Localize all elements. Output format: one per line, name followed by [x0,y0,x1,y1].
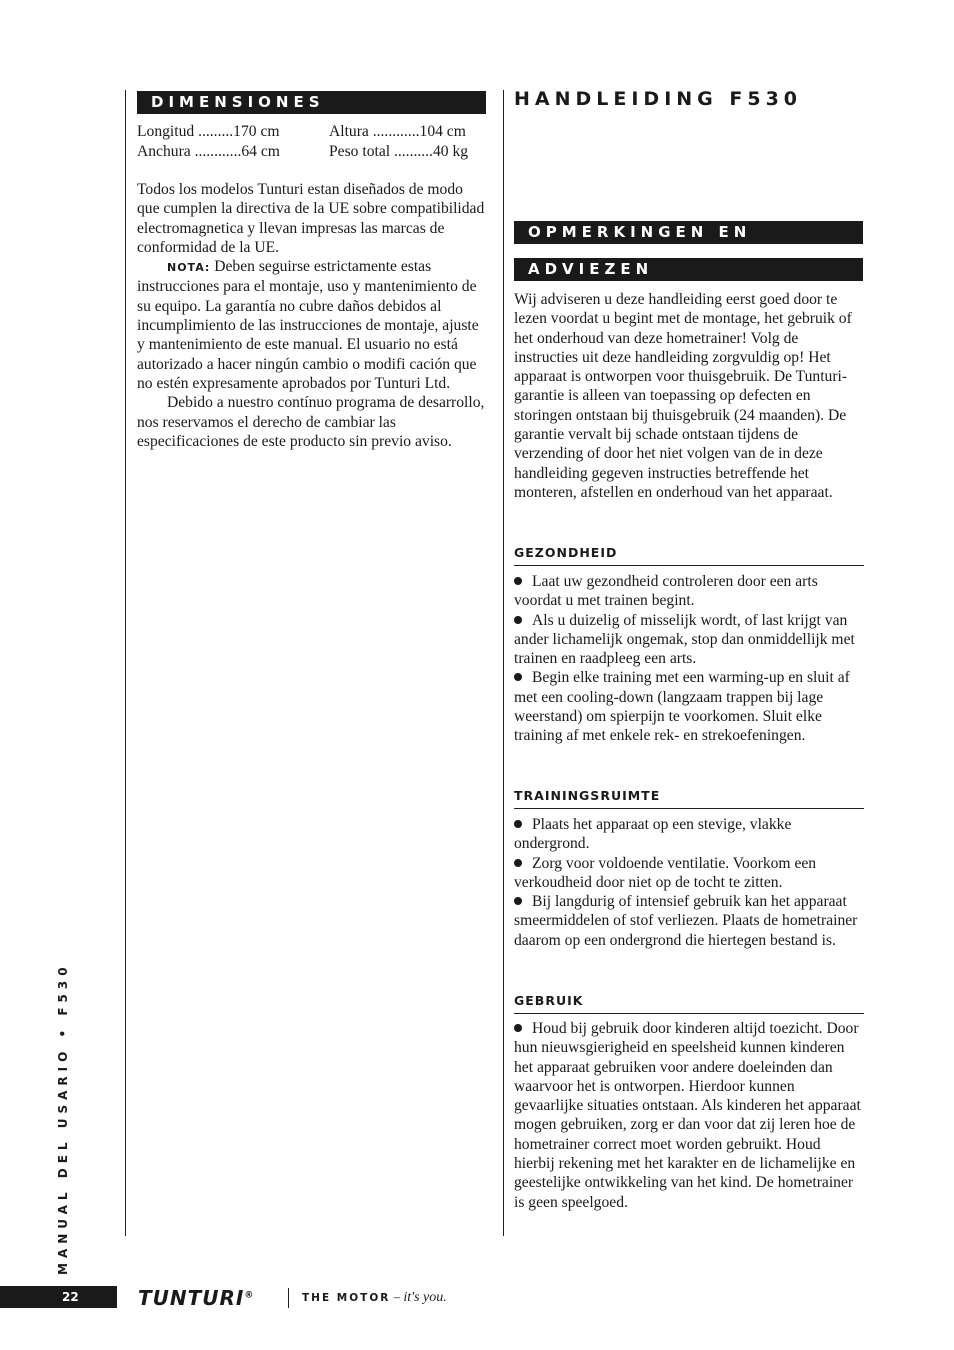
dimensiones-heading-text: DIMENSIONES [151,93,325,111]
list-item [514,892,864,950]
bullet-icon [514,1024,522,1032]
middle-column-rule [503,90,504,1236]
page-number-text: 22 [62,1290,79,1304]
list-item [514,854,864,893]
nota-paragraph [137,257,487,393]
list-item-text: Laat uw gezondheid controleren door een arts voordat u met trainen begint. [514,573,818,610]
bullet-icon [514,897,522,905]
tagline [302,1289,447,1306]
list-item-text: Als u duizelig of misselijk wordt, of last krijgt van ander lichamelijk ongemak, stop dan onmiddellijk met trainen en raadpleeg een arts. [514,611,855,668]
ce-paragraph: Todos los modelos Tunturi estan diseñados de modo que cumplen la directiva de la UE sobre compatibilidad electromagnetica y llevan impresas las marcas de conformidad de la UE. [137,181,485,256]
dimensions-table [137,122,521,162]
dimensions-row [137,122,521,142]
list-item [514,572,864,611]
dimension-cell: Altura ............104 cm [329,123,466,140]
dimensiones-heading [137,91,486,114]
intro-paragraph: Wij adviseren u deze handleiding eerst goed door te lezen voordat u begint met de montage, het gebruik of het onderhoud van deze hometrainer! Volg de instructies uit deze handleiding zorgvuldig op! Het apparaat is ontworpen voor thuisgebruik. De Tunturi-garantie is alleen van toepassing op defecten en storingen ontstaan bij thuisgebruik (24 maanden). De garantie vervalt bij schade ontstaan tijdens de verzending of door het niet volgen van de in deze handleiding gegeven instructies betreffende het monteren, afstellen en onderhoud van het apparaat. [514,291,852,501]
bullet-icon [514,859,522,867]
list-item [514,1019,864,1212]
nota-text: Deben seguirse estrictamente estas instrucciones para el montaje, uso y mantenimiento de su equipo. La garantía no cubre daños debidos al incumplimiento de las instrucciones de montaje, ajuste y mantenimiento de este manual. El usuario no está autorizado a hacer ningún cambio o modifi cación que no estén expresamente aprobados por Tunturi Ltd. [137,258,479,392]
list-item [514,815,864,854]
tagline-italic: it's you. [403,1290,447,1305]
section-body-trainingsruimte [514,815,864,950]
list-item-text: Bij langdurig of intensief gebruik kan het apparaat smeermiddelen of stof verliezen. Plaats de hometrainer daarom op een ondergrond die hiertegen bestand is. [514,893,858,949]
tagline-dash: – [390,1289,404,1304]
registered-mark: ® [244,1290,255,1301]
page-number [0,1286,117,1308]
opmerkingen-heading [514,221,863,244]
list-item-text: Plaats het apparaat op een stevige, vlakke ondergrond. [514,816,792,853]
tagline-main: THE MOTOR [302,1292,391,1304]
left-column-rule [125,90,126,1236]
section-body-gebruik [514,1019,864,1212]
side-running-title: MANUAL DEL USARIO • F530 [56,962,70,1275]
section-title-gezondheid: GEZONDHEID [514,545,864,566]
dimension-cell: Anchura ............64 cm [137,143,280,160]
list-item-text: Houd bij gebruik door kinderen altijd toezicht. Door hun nieuwsgierigheid en speelsheid kunnen kinderen het apparaat gebruiken voor andere doeleinden dan waarvoor het is ontworpen. Hierdoor kunnen gevaarlijke situaties ontstaan. Als kinderen het apparaat mogen gebruiken, zorg er dan voor dat zij leren hoe de hometrainer correct moet worden gebruikt. Houd hierbij rekening met het karakter en de lichamelijke en geestelijke ontwikkeling van het kind. De hometrainer is geen speelgoed. [514,1020,861,1211]
dimension-cell: Longitud .........170 cm [137,123,280,140]
section-body-gezondheid [514,572,864,746]
adviezen-heading [514,258,863,281]
left-body-text [137,180,487,451]
manual-title: HANDLEIDING F530 [514,88,803,110]
bullet-icon [514,820,522,828]
list-item-text: Zorg voor voldoende ventilatie. Voorkom een verkoudheid door niet op de tocht te zitten. [514,854,817,891]
section-title-gebruik: GEBRUIK [514,993,864,1014]
bullet-icon [514,673,522,681]
list-item [514,668,864,745]
list-item [514,611,864,669]
list-item-text: Begin elke training met een warming-up en sluit af met een cooling-down (langzaam trappen bij lage weerstand) om spierpijn te voorkomen. Sluit elke training af met enkele rek- en strekoefeningen. [514,669,850,745]
brand-text: TUNTURI [138,1286,245,1310]
footer-divider [288,1288,289,1308]
bullet-icon [514,577,522,585]
tunturi-logo [138,1286,254,1310]
bullet-icon [514,616,522,624]
development-paragraph: Debido a nuestro contínuo programa de desarrollo, nos reservamos el derecho de cambiar las especificaciones de este producto sin previo aviso. [137,394,485,450]
opmerkingen-heading-text: OPMERKINGEN EN [528,223,752,241]
dimension-cell: Peso total ..........40 kg [329,143,469,160]
adviezen-heading-text: ADVIEZEN [528,260,654,278]
section-title-trainingsruimte: TRAININGSRUIMTE [514,788,864,809]
nota-label: NOTA: [167,261,211,275]
dimensions-row [137,142,521,162]
